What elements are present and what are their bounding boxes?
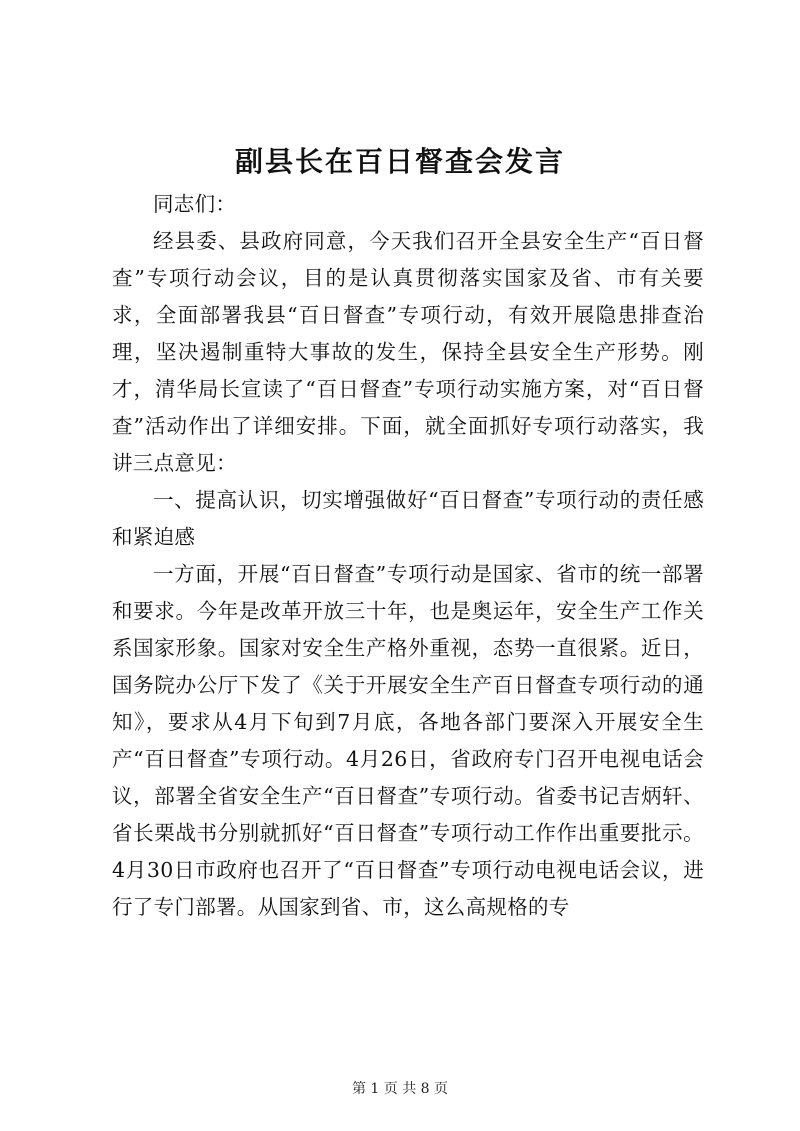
intro-paragraph: 经县委、县政府同意，今天我们召开全县安全生产“百日督查”专项行动会议，目的是认真贯彻落实国家及省、市有关要求，全面部署我县“百日督查”专项行动，有效开展隐患排查治理，坚决遏制重特大事故的发生，保持全县安全生产形势。刚才，清华局长宣读了“百日督查”专项行动实施方案，对“百日督查”活动作出了详细安排。下面，就全面抓好专项行动落实，我讲三点意见： <box>112 229 704 475</box>
page-footer: 第 1 页 共 8 页 <box>351 1081 449 1097</box>
document-body <box>112 186 704 926</box>
section-heading-1: 一、提高认识，切实增强做好“百日督查”专项行动的责任感和紧迫感 <box>112 488 704 549</box>
body-paragraph: 一方面，开展“百日督查”专项行动是国家、省市的统一部署和要求。今年是改革开放三十年，也是奥运年，安全生产工作关系国家形象。国家对安全生产格外重视，态势一直很紧。近日，国务院办公厅下发了《关于开展安全生产百日督查专项行动的通知》，要求从4月下旬到7月底，各地各部门要深入开展安全生产“百日督查”专项行动。4月26日，省政府专门召开电视电话会议，部署全省安全生产“百日督查”专项行动。省委书记吉炳轩、省长栗战书分别就抓好“百日督查”专项行动工作作出重要批示。4月30日市政府也召开了“百日督查”专项行动电视电话会议，进行了专门部署。从国家到省、市，这么高规格的专 <box>112 562 704 919</box>
salutation-paragraph: 同志们： <box>153 192 237 216</box>
document-title: 副县长在百日督查会发言 <box>234 145 565 178</box>
